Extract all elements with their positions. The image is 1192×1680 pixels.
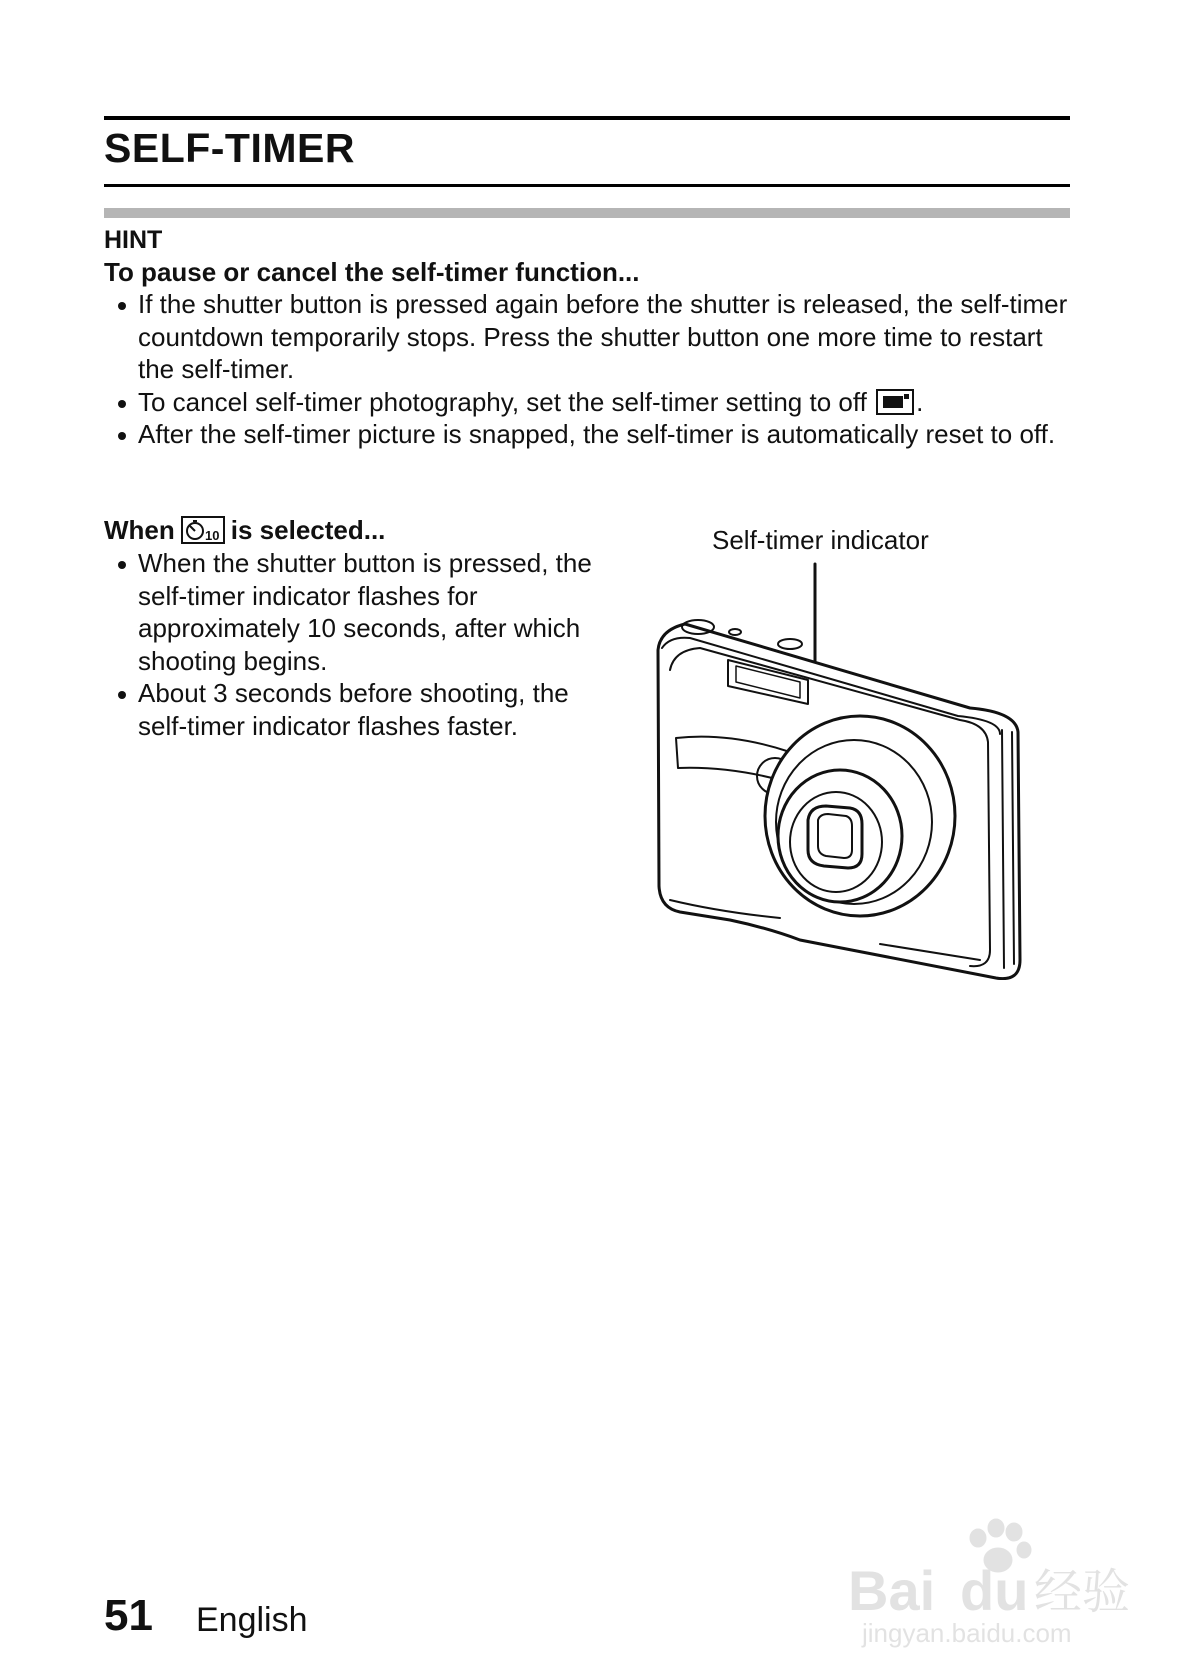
when-bullet-1: When the shutter button is pressed, the self-timer indicator flashes for approximately 10 seconds, after which shooting begins. [138,548,592,676]
when-heading [104,514,385,546]
hint-bullet-2-end: . [916,386,924,417]
when-suffix: is selected... [230,515,386,545]
list-item [104,386,1074,419]
self-timer-indicator-label: Self-timer indicator [712,525,929,555]
baidu-watermark-logo [848,1510,1138,1660]
when-prefix: When [104,515,175,545]
hint-bullet-1: If the shutter button is pressed again before the shutter is released, the self-timer countdown temporarily stops. Press the shutter button one more time to restart the self-timer. [138,289,1068,384]
hint-bullet-3: After the self-timer picture is snapped, the self-timer is automatically reset to off. [138,419,1056,449]
watermark-brand2: du [960,1559,1029,1622]
watermark-url: jingyan.baidu.com [862,1618,1072,1648]
list-item [104,288,1074,386]
watermark-cn: 经验 [1034,1564,1131,1620]
list-item [104,547,624,677]
page-language: English [196,1601,308,1639]
watermark-brand: Bai [848,1559,936,1622]
self-timer-10s-icon [181,516,225,544]
camera-illustration [640,520,1040,980]
top-rule [104,116,1070,120]
hint-bar [104,208,1070,218]
when-bullet-2: About 3 seconds before shooting, the self-timer indicator flashes faster. [138,678,569,741]
hint-subtitle: To pause or cancel the self-timer function... [104,257,640,287]
title-underline [104,184,1070,187]
hint-label: HINT [104,226,163,254]
list-item [104,418,1074,451]
page-number: 51 [104,1591,153,1640]
timer-icon-number: 10 [204,528,220,542]
list-item [104,677,624,742]
when-list [104,547,624,742]
hint-list [104,288,1074,451]
hint-bullet-2: To cancel self-timer photography, set the self-timer setting to off [138,386,867,417]
page-title: SELF-TIMER [104,125,355,171]
self-timer-off-icon [876,389,914,415]
